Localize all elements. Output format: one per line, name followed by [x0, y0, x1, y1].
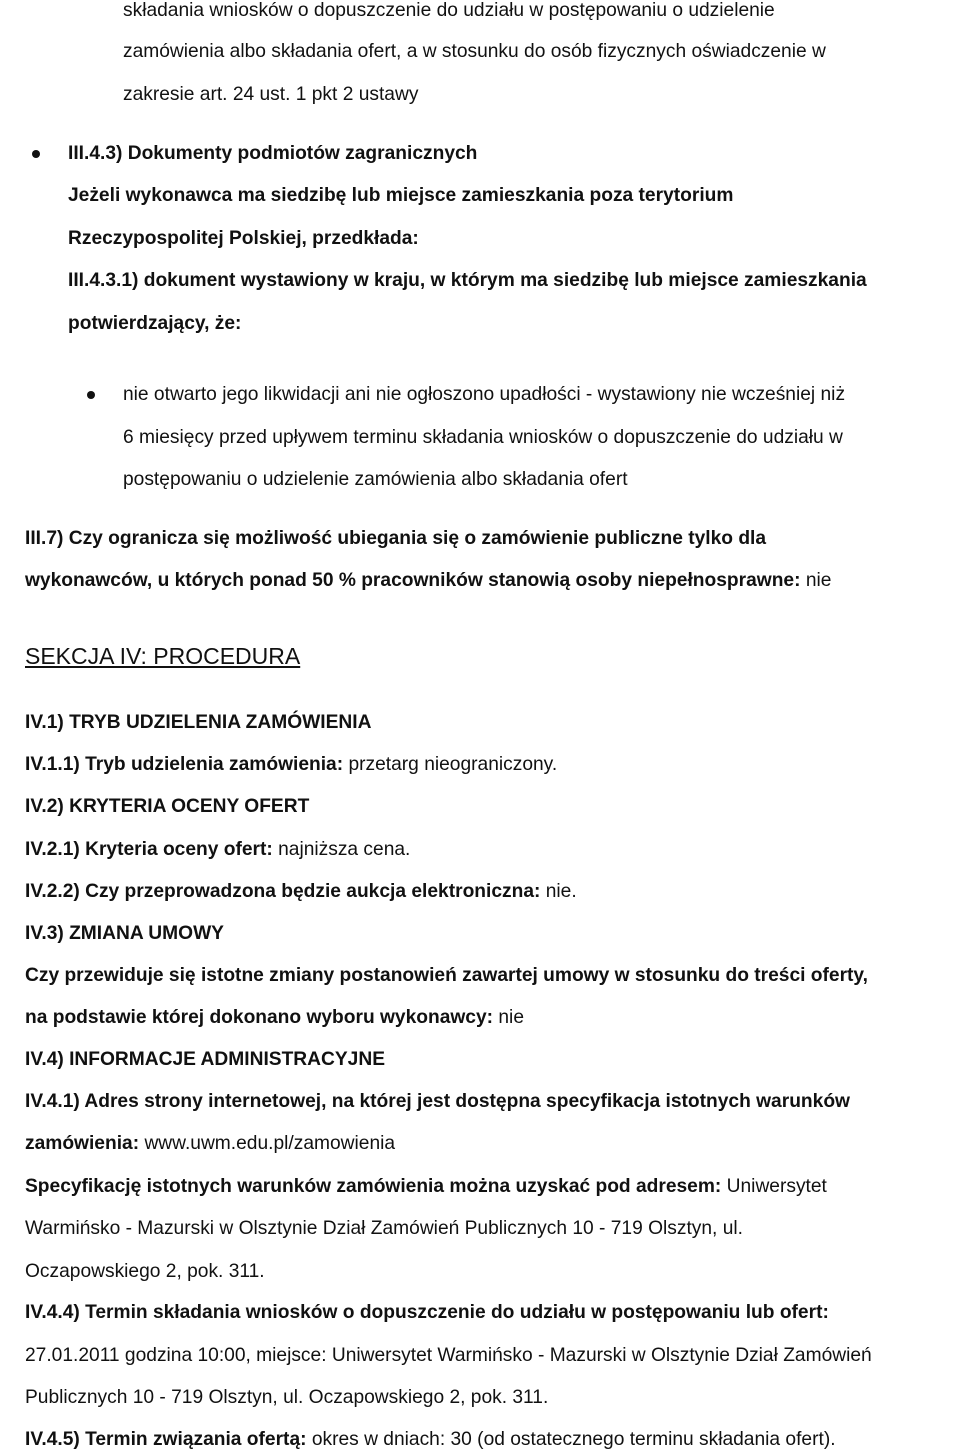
bullet-icon	[32, 150, 40, 158]
field: IV.2.1) Kryteria oceny ofert: najniższa cena.	[25, 839, 411, 860]
section-title: III.4.3) Dokumenty podmiotów zagranicznych	[68, 143, 478, 164]
field: IV.4.5) Termin związania ofertą: okres w dniach: 30 (od ostatecznego terminu składania ofert).	[25, 1429, 836, 1450]
text-line: wykonawców, u których ponad 50 % pracowników stanowią osoby niepełnosprawne: nie	[25, 570, 832, 591]
section-heading: SEKCJA IV: PROCEDURA	[25, 643, 301, 669]
heading: IV.3) ZMIANA UMOWY	[25, 923, 224, 944]
text-line: składania wniosków o dopuszczenie do udziału w postępowaniu o udzielenie	[123, 0, 775, 21]
field: zamówienia: www.uwm.edu.pl/zamowienia	[25, 1133, 396, 1154]
field: na podstawie której dokonano wyboru wykonawcy: nie	[25, 1007, 524, 1028]
text-line: Warmińsko - Mazurski w Olsztynie Dział Zamówień Publicznych 10 - 719 Olsztyn, ul.	[25, 1218, 743, 1239]
list-item: nie otwarto jego likwidacji ani nie ogłoszono upadłości - wystawiony nie wcześniej niż	[123, 384, 846, 405]
list-item: postępowaniu o udzielenie zamówienia albo składania ofert	[123, 469, 628, 490]
heading: IV.1) TRYB UDZIELENIA ZAMÓWIENIA	[25, 712, 372, 733]
list-item: 6 miesięcy przed upływem terminu składania wniosków o dopuszczenie do udziału w	[123, 427, 843, 448]
field-label: IV.4.4) Termin składania wniosków o dopuszczenie do udziału w postępowaniu lub ofert:	[25, 1302, 829, 1323]
text-line: Czy przewiduje się istotne zmiany postanowień zawartej umowy w stosunku do treści oferty,	[25, 965, 869, 986]
bullet-icon	[87, 391, 95, 399]
text-line: Oczapowskiego 2, pok. 311.	[25, 1261, 265, 1282]
answer: nie	[805, 570, 832, 591]
url-link[interactable]: www.uwm.edu.pl/zamowienia	[144, 1133, 396, 1154]
text-line: IV.4.1) Adres strony internetowej, na której jest dostępna specyfikacja istotnych warunków	[25, 1091, 850, 1112]
field: IV.1.1) Tryb udzielenia zamówienia: przetarg nieograniczony.	[25, 754, 558, 775]
heading: IV.4) INFORMACJE ADMINISTRACYJNE	[25, 1049, 385, 1070]
field: IV.2.2) Czy przeprowadzona będzie aukcja elektroniczna: nie.	[25, 881, 577, 902]
text-line: III.7) Czy ogranicza się możliwość ubiegania się o zamówienie publiczne tylko dla	[25, 528, 767, 549]
field: Specyfikację istotnych warunków zamówienia można uzyskać pod adresem: Uniwersytet	[25, 1176, 827, 1197]
text-line: potwierdzający, że:	[68, 313, 242, 334]
text-line: Rzeczypospolitej Polskiej, przedkłada:	[68, 228, 419, 249]
text-line: Jeżeli wykonawca ma siedzibę lub miejsce zamieszkania poza terytorium	[68, 185, 734, 206]
text-line: 27.01.2011 godzina 10:00, miejsce: Uniwersytet Warmińsko - Mazurski w Olsztynie Dział Zamówień	[25, 1345, 872, 1366]
text-line: Publicznych 10 - 719 Olsztyn, ul. Oczapowskiego 2, pok. 311.	[25, 1387, 549, 1408]
text-line: zakresie art. 24 ust. 1 pkt 2 ustawy	[123, 84, 419, 105]
text-line: zamówienia albo składania ofert, a w stosunku do osób fizycznych oświadczenie w	[123, 41, 826, 62]
heading: IV.2) KRYTERIA OCENY OFERT	[25, 796, 310, 817]
text-line: III.4.3.1) dokument wystawiony w kraju, w którym ma siedzibę lub miejsce zamieszkania	[68, 270, 867, 291]
